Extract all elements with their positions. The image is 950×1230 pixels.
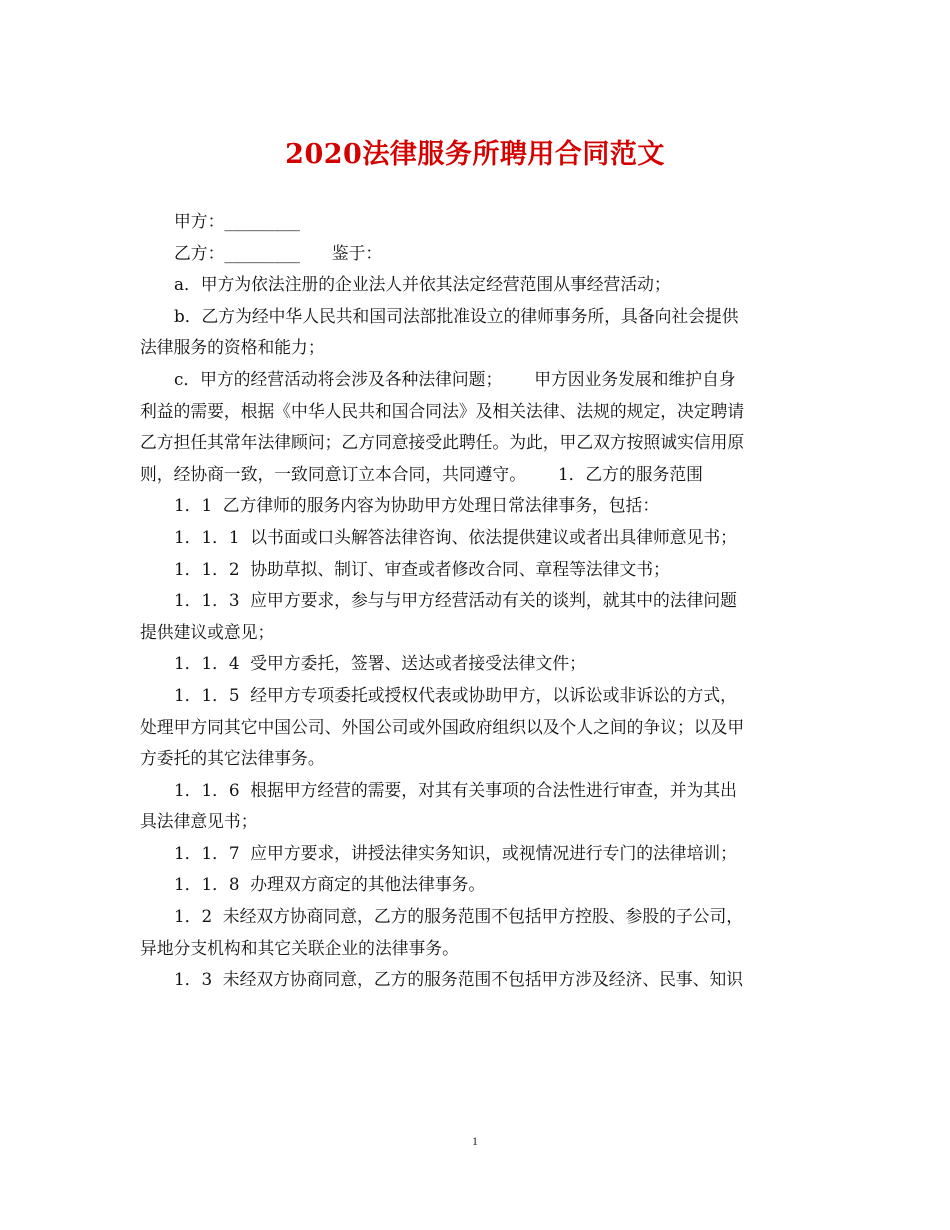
paragraph-line: 则，经协商一致，一致同意订立本合同，共同遵守。 1．乙方的服务范围 bbox=[140, 463, 703, 484]
clause-line: 1．1．8 办理双方商定的其他法律事务。 bbox=[174, 874, 486, 895]
clause-line: 方委托的其它法律事务。 bbox=[140, 748, 325, 769]
clause-line: 异地分支机构和其它关联企业的法律事务。 bbox=[140, 937, 459, 958]
paragraph-line: a．甲方为依法注册的企业法人并依其法定经营范围从事经营活动； bbox=[174, 274, 671, 295]
document-title: 2020法律服务所聘用合同范文 bbox=[285, 139, 665, 170]
clause-line: 1．1．1 以书面或口头解答法律咨询、依法提供建议或者出具律师意见书； bbox=[174, 526, 737, 547]
clause-line: 1．1．3 应甲方要求，参与与甲方经营活动有关的谈判，就其中的法律问题 bbox=[174, 590, 737, 611]
paragraph-line: 法律服务的资格和能力； bbox=[140, 337, 325, 358]
paragraph-line: b．乙方为经中华人民共和国司法部批准设立的律师事务所，具备向社会提供 bbox=[174, 305, 739, 326]
clause-line: 提供建议或意见； bbox=[140, 621, 275, 642]
clause-line: 1．1．5 经甲方专项委托或授权代表或协助甲方，以诉讼或非诉讼的方式， bbox=[174, 684, 737, 705]
clause-line: 1．2 未经双方协商同意，乙方的服务范围不包括甲方控股、参股的子公司， bbox=[174, 906, 744, 927]
paragraph-line: c．甲方的经营活动将会涉及各种法律问题； 甲方因业务发展和维护自身 bbox=[174, 368, 736, 389]
page-number: 1 bbox=[472, 1134, 478, 1148]
paragraph-line: 乙方担任其常年法律顾问；乙方同意接受此聘任。为此，甲乙双方按照诚实信用原 bbox=[140, 432, 745, 453]
paragraph-line: 利益的需要，根据《中华人民共和国合同法》及相关法律、法规的规定，决定聘请 bbox=[140, 400, 745, 421]
clause-line: 具法律意见书； bbox=[140, 811, 258, 832]
clause-line: 处理甲方同其它中国公司、外国公司或外国政府组织以及个人之间的争议；以及甲 bbox=[140, 716, 745, 737]
clause-line: 1．1．7 应甲方要求，讲授法律实务知识，或视情况进行专门的法律培训； bbox=[174, 842, 737, 863]
clause-line: 1．3 未经双方协商同意，乙方的服务范围不包括甲方涉及经济、民事、知识 bbox=[174, 969, 744, 990]
clause-line: 1．1 乙方律师的服务内容为协助甲方处理日常法律事务，包括： bbox=[174, 495, 660, 516]
document-body bbox=[140, 206, 810, 996]
clause-line: 1．1．6 根据甲方经营的需要，对其有关事项的合法性进行审查，并为其出 bbox=[174, 779, 737, 800]
clause-line: 1．1．4 受甲方委托，签署、送达或者接受法律文件； bbox=[174, 653, 586, 674]
clause-line: 1．1．2 协助草拟、制订、审查或者修改合同、章程等法律文书； bbox=[174, 558, 670, 579]
party-a-line: 甲方：_________ bbox=[174, 211, 300, 231]
party-b-line: 乙方：_________ 鉴于： bbox=[174, 242, 383, 263]
